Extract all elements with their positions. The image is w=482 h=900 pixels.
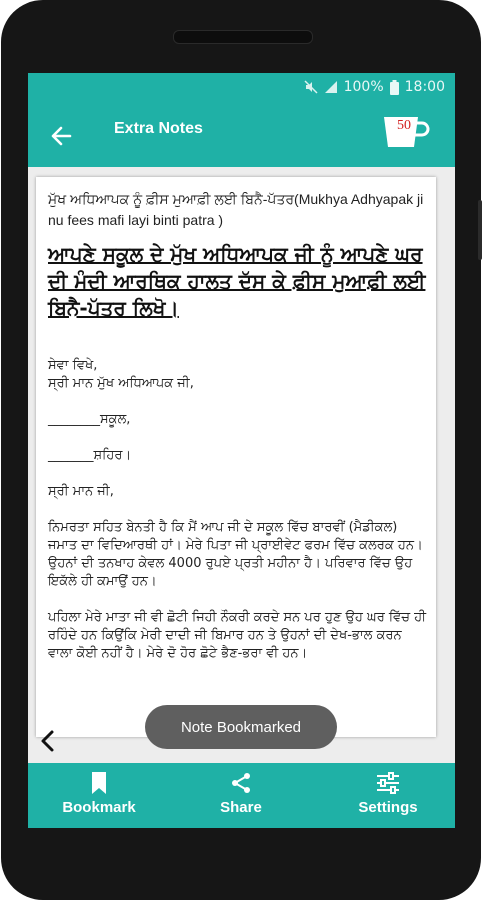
- settings-button[interactable]: [340, 763, 436, 828]
- app-bar: [28, 103, 455, 167]
- status-icons: [304, 79, 445, 95]
- share-icon: [229, 771, 253, 795]
- address-block: [48, 357, 428, 393]
- address-line-2: ਸ੍ਰੀ ਮਾਨ ਮੁੱਖ ਅਧਿਆਪਕ ਜੀ,: [48, 376, 194, 391]
- letter-body: [48, 357, 428, 681]
- mute-icon: [304, 80, 318, 94]
- clock: 18:00: [404, 79, 445, 95]
- counter-badge: 50: [397, 118, 411, 133]
- screen: [28, 73, 455, 828]
- note-card[interactable]: [36, 177, 436, 737]
- salutation: ਸ੍ਰੀ ਮਾਨ ਜੀ,: [48, 484, 114, 499]
- school-line: ________ਸਕੂਲ,: [48, 412, 131, 427]
- power-button: [478, 200, 482, 260]
- battery-icon: [390, 80, 399, 95]
- previous-note-chevron-icon[interactable]: [38, 729, 58, 753]
- note-content-area: [28, 167, 455, 763]
- settings-label: Settings: [358, 799, 418, 816]
- paragraph-1: ਨਿਮਰਤਾ ਸਹਿਤ ਬੇਨਤੀ ਹੈ ਕਿ ਮੈਂ ਆਪ ਜੀ ਦੇ ਸਕੂਲ ਵਿੱਚ ਬਾਰਵੀਂ (ਮੈਡੀਕਲ) ਜਮਾਤ ਦਾ ਵਿਦਿਆਰਥੀ ਹਾਂ। ਮੇਰੇ ਪਿਤਾ ਜੀ ਪ੍ਰਾਈਵੇਟ ਫਰਮ ਵਿੱਚ ਕਲਰਕ ਹਨ। ਉਹਨਾਂ ਦੀ ਤਨਖਾਹ ਕੇਵਲ 4000 ਰੁਪਏ ਪ੍ਰਤੀ ਮਹੀਨਾ ਹੈ। ਪਰਿਵਾਰ ਵਿੱਚ ਉਹ ਇਕੱਲੇ ਹੀ ਕਮਾਉਂ ਹਨ।: [48, 520, 423, 589]
- earpiece-speaker: [173, 30, 313, 44]
- app-title: Extra Notes: [114, 120, 203, 137]
- city-line: _______ਸ਼ਹਿਰ।: [48, 448, 132, 463]
- paragraph-2: ਪਹਿਲਾ ਮੇਰੇ ਮਾਤਾ ਜੀ ਵੀ ਛੋਟੀ ਜਿਹੀ ਨੌਕਰੀ ਕਰਦੇ ਸਨ ਪਰ ਹੁਣ ਉਹ ਘਰ ਵਿੱਚ ਹੀ ਰਹਿੰਦੇ ਹਨ ਕਿਉਂਕਿ ਮੇਰੀ ਦਾਦੀ ਜੀ ਬਿਮਾਰ ਹਨ ਤੇ ਉਹਨਾਂ ਦੀ ਦੇਖ-ਭਾਲ ਕਰਨ ਵਾਲਾ ਕੋਈ ਨਹੀਂ ਹੈ। ਮੇਰੇ ਦੋ ਹੋਰ ਛੋਟੇ ਭੈਣ-ਭਰਾ ਵੀ ਹਨ।: [48, 610, 427, 661]
- share-button[interactable]: [194, 763, 288, 828]
- settings-sliders-icon: [375, 771, 401, 795]
- back-arrow-icon[interactable]: [50, 125, 72, 147]
- note-question: ਆਪਣੇ ਸਕੂਲ ਦੇ ਮੁੱਖ ਅਧਿਆਪਕ ਜੀ ਨੂੰ ਆਪਣੇ ਘਰ ਦੀ ਮੰਦੀ ਆਰਥਿਕ ਹਾਲਤ ਦੱਸ ਕੇ ਫ਼ੀਸ ਮੁਆਫ਼ੀ ਲਈ ਬਿਨੈ-ਪੱਤਰ ਲਿਖੋ।: [48, 242, 426, 320]
- bookmark-button[interactable]: [46, 763, 152, 828]
- status-bar: [28, 73, 455, 103]
- address-line-1: ਸੇਵਾ ਵਿਖੇ,: [48, 358, 98, 373]
- bookmark-label: Bookmark: [62, 799, 136, 816]
- share-label: Share: [220, 799, 262, 816]
- signal-icon: [324, 80, 338, 94]
- bookmark-icon: [90, 771, 108, 795]
- toast-message: Note Bookmarked: [145, 705, 337, 749]
- bottom-navigation: [28, 763, 455, 828]
- note-title: ਮੁੱਖ ਅਧਿਆਪਕ ਨੂੰ ਫ਼ੀਸ ਮੁਆਫ਼ੀ ਲਈ ਬਿਨੈ-ਪੱਤਰ(Mukhya Adhyapak ji nu fees mafi layi binti patra ): [48, 191, 424, 228]
- battery-percentage: 100%: [343, 79, 384, 95]
